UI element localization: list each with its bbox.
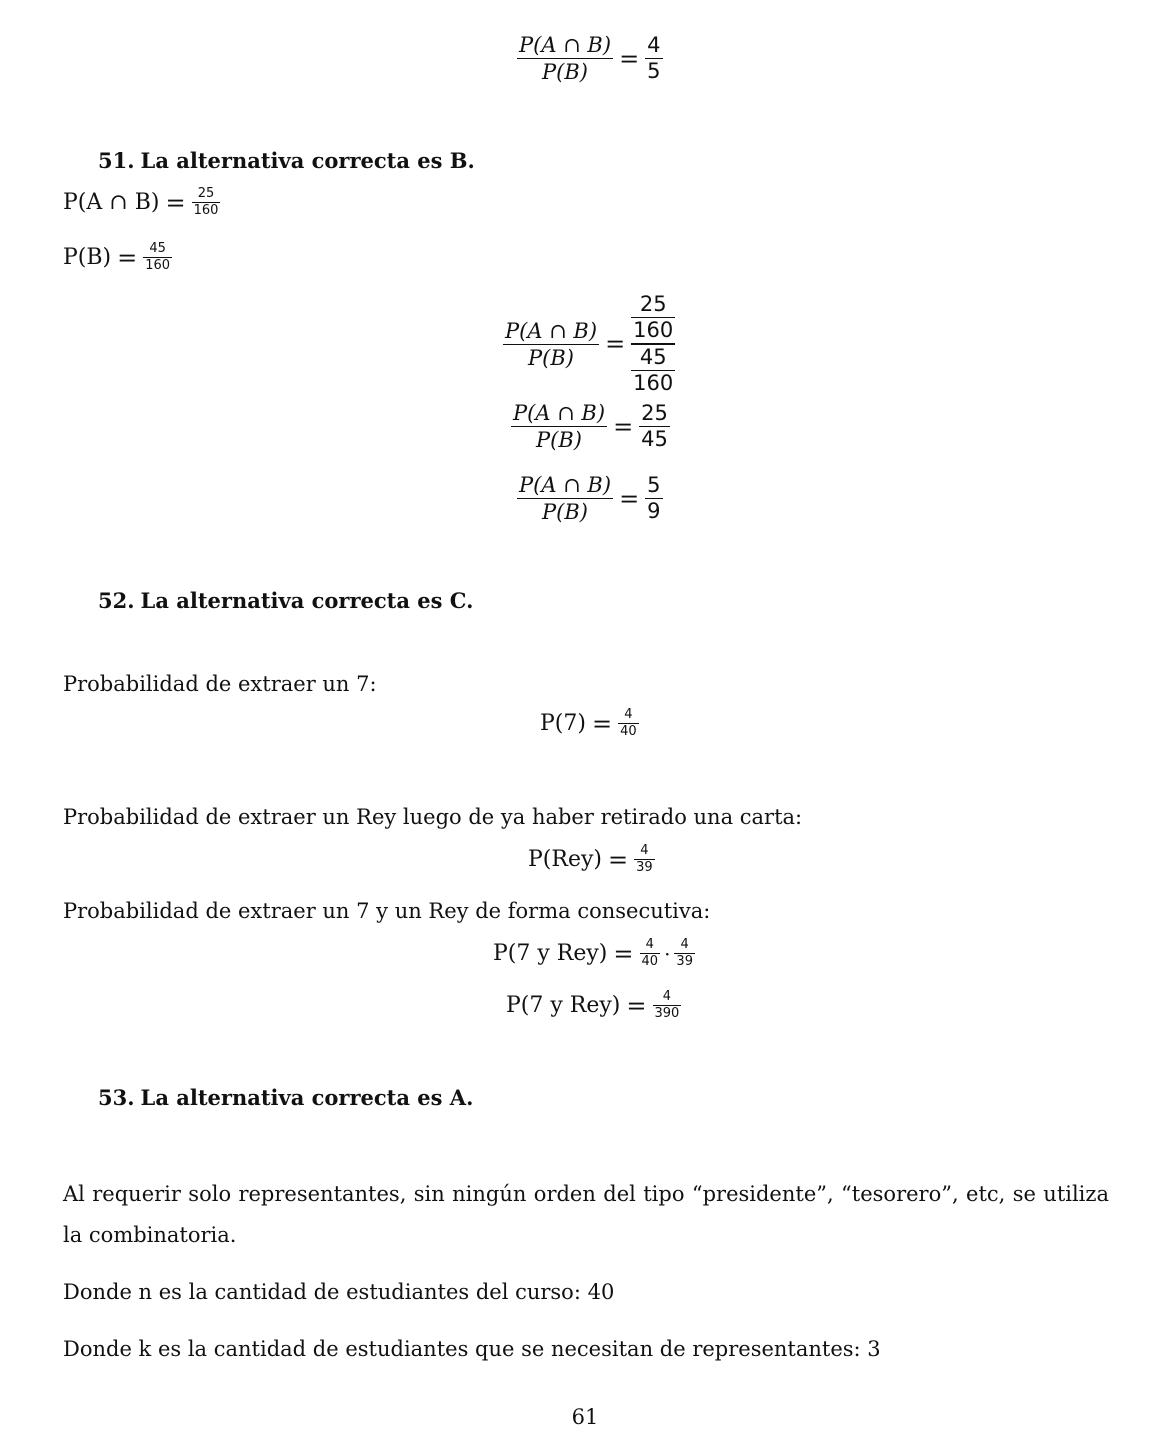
question-53-heading: 53. La alternativa correcta es A. [98,1085,474,1110]
factor-1-fraction: $\frac{4}{40}$ [641,937,659,969]
q52-text-2: Probabilidad de extraer un Rey luego de ya haber retirado una carta: [63,805,803,829]
result-fraction: $\frac{4}{5}$ [647,33,661,83]
prey-equation: P(Rey) = $\frac{4}{39}$ [528,843,653,875]
pb-definition: P(B) = $\frac{45}{160}$ [63,241,171,273]
prey-fraction: $\frac{4}{39}$ [636,843,653,875]
q51-step-3: $\frac{P(A \cap B)}{P(B)}$ = $\frac{5}{9}$ [519,473,661,524]
q53-paragraph: Al requerir solo representantes, sin ningún orden del tipo “presidente”, “tesorero”, etc, se utiliza la combinatoria. [63,1182,1109,1247]
question-52-heading: 52. La alternativa correcta es C. [98,588,474,613]
p7-equation: P(7) = $\frac{4}{40}$ [540,707,637,739]
p7-fraction: $\frac{4}{40}$ [620,707,637,739]
q52-text-3: Probabilidad de extraer un 7 y un Rey de forma consecutiva: [63,899,711,923]
pab-fraction: $\frac{25}{160}$ [193,186,219,218]
p7rey-product-equation: P(7 y Rey) = $\frac{4}{40}$ · $\frac{4}{39}$ [493,937,693,969]
p7rey-result-equation: P(7 y Rey) = $\frac{4}{390}$ [506,989,680,1021]
top-equation: $\frac{P(A \cap B)}{P(B)}$ = $\frac{4}{5}$ [519,33,661,84]
q51-step-1: $\frac{P(A \cap B)}{P(B)}$ = $\frac{\frac{25}{160}}{\frac{45}{160}}$ [505,292,674,395]
q52-text-1: Probabilidad de extraer un 7: [63,672,377,696]
complex-denominator: $\frac{45}{160}$ [633,345,674,395]
ratio-fraction: $\frac{P(A \cap B)}{P(B)}$ [519,33,612,84]
pab-definition: P(A ∩ B) = $\frac{25}{160}$ [63,186,219,218]
ratio-fraction: $\frac{P(A \cap B)}{P(B)}$ [513,401,606,452]
factor-2-fraction: $\frac{4}{39}$ [676,937,693,969]
ratio-fraction: $\frac{P(A \cap B)}{P(B)}$ [519,473,612,524]
pb-fraction: $\frac{45}{160}$ [145,241,171,273]
result-fraction: $\frac{4}{390}$ [654,989,680,1021]
complex-numerator: $\frac{25}{160}$ [633,292,674,342]
page-number: 61 [571,1405,599,1429]
q53-line-k: Donde k es la cantidad de estudiantes que se necesitan de representantes: 3 [63,1337,881,1361]
ratio-fraction: $\frac{P(A \cap B)}{P(B)}$ [505,318,598,370]
q51-step-2: $\frac{P(A \cap B)}{P(B)}$ = $\frac{25}{45}$ [513,401,668,452]
question-51-heading: 51. La alternativa correcta es B. [98,148,475,173]
step-2-fraction: $\frac{25}{45}$ [641,401,668,451]
q53-line-n: Donde n es la cantidad de estudiantes del curso: 40 [63,1280,615,1304]
step-3-fraction: $\frac{5}{9}$ [647,473,661,523]
complex-fraction [631,292,675,396]
